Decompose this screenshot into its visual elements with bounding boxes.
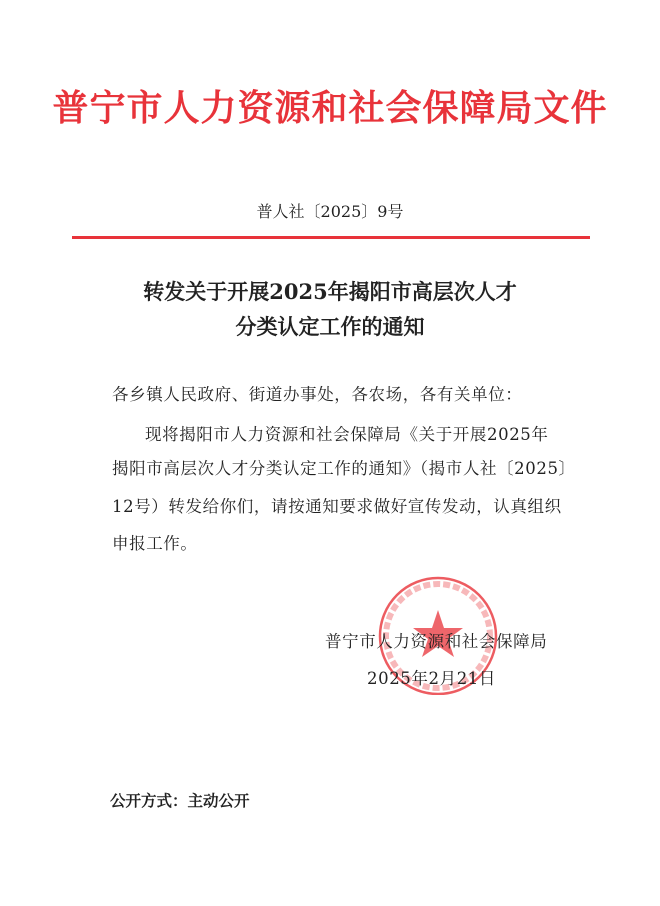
document-title-line-1: 转发关于开展2025年揭阳市高层次人才	[143, 279, 517, 304]
disclosure-method: 公开方式：主动公开	[110, 792, 250, 810]
salutation: 各乡镇人民政府、街道办事处，各农场，各有关单位：	[112, 385, 523, 404]
body-line: 12号）转发给你们，请按通知要求做好宣传发动，认真组织	[112, 497, 562, 516]
signature-organization: 普宁市人力资源和社会保障局	[325, 632, 548, 651]
document-header-title: 普宁市人力资源和社会保障局文件	[52, 87, 608, 129]
body-line: 现将揭阳市人力资源和社会保障局《关于开展2025年	[145, 425, 549, 444]
document-number: 普人社〔2025〕9号	[256, 202, 404, 221]
body-line: 揭阳市高层次人才分类认定工作的通知》（揭市人社〔2025〕	[112, 459, 576, 478]
signature-date: 2025年2月21日	[367, 669, 496, 688]
header-divider	[72, 236, 590, 239]
document-title-line-2: 分类认定工作的通知	[235, 314, 425, 339]
body-line: 申报工作。	[112, 534, 198, 553]
